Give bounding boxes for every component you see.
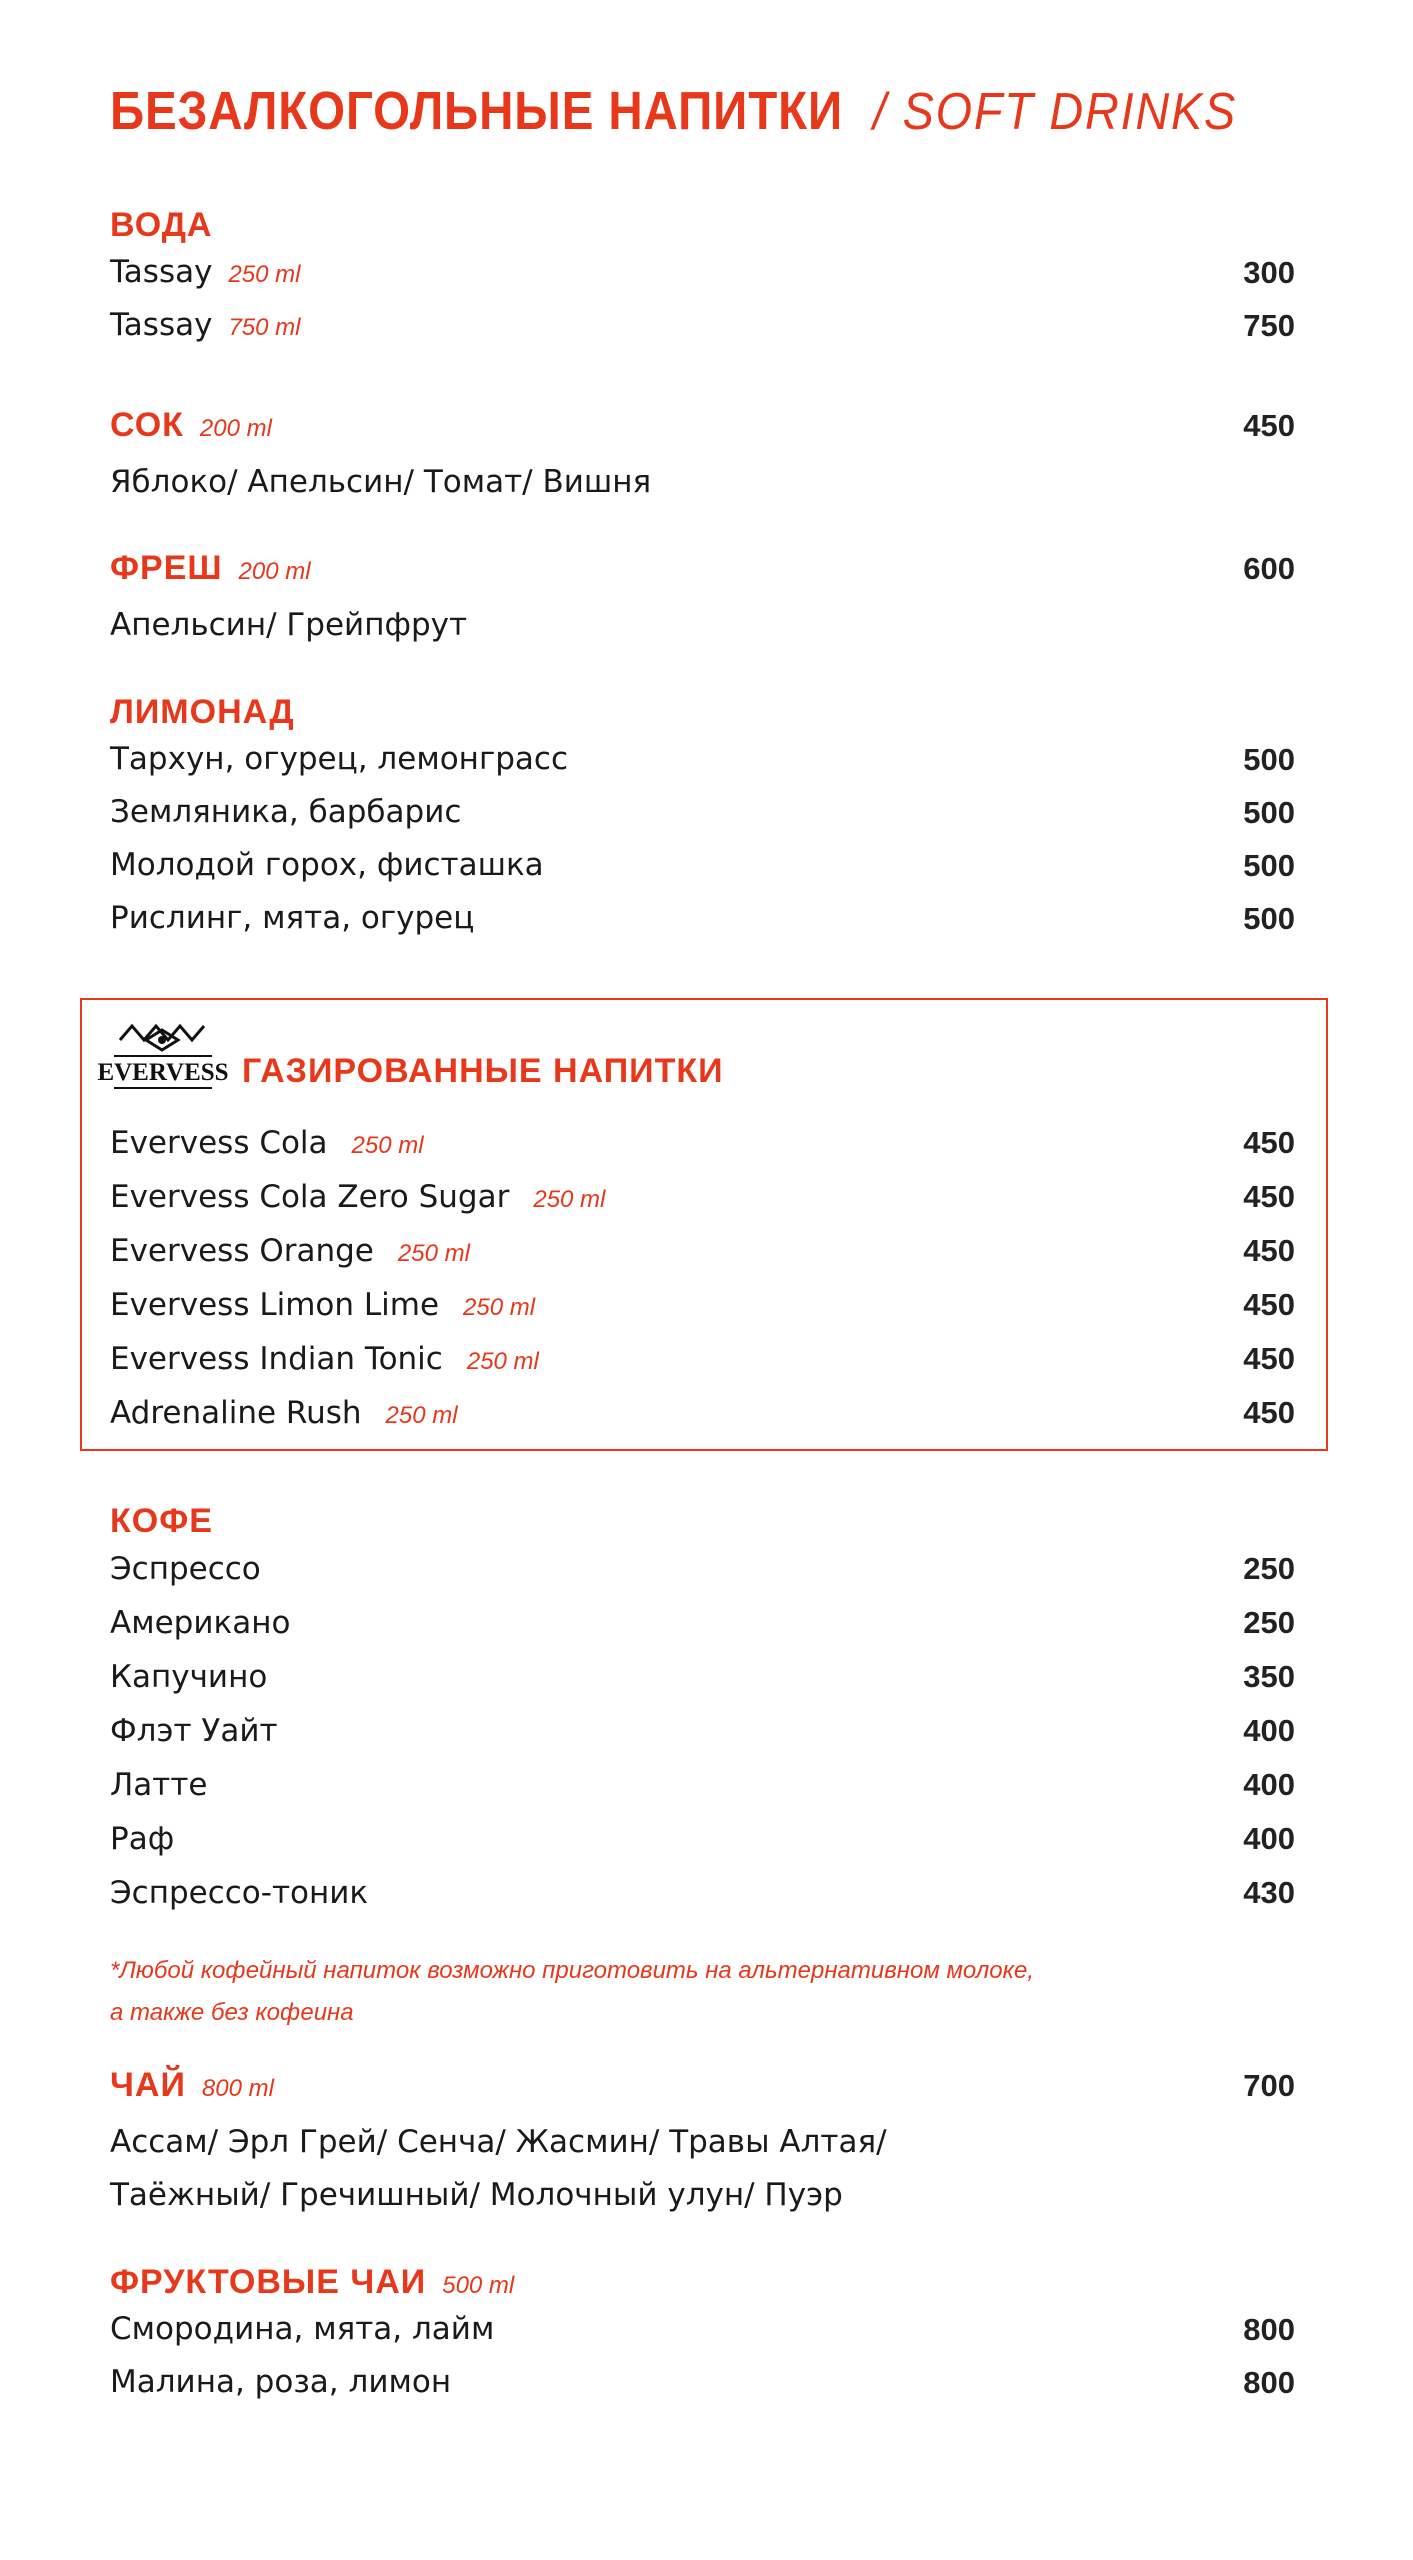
item-name: Adrenaline Rush <box>110 1395 362 1431</box>
menu-item <box>110 1650 1295 1704</box>
item-price: 500 <box>1243 795 1295 830</box>
item-volume: 250 ml <box>385 1402 458 1429</box>
item-name: Рислинг, мята, огурец <box>110 900 475 936</box>
coffee-note-line-1: *Любой кофейный напиток возможно приготовить на альтернативном молоке, <box>110 1957 1034 1984</box>
item-price: 430 <box>1243 1875 1295 1910</box>
menu-item <box>110 1224 1295 1278</box>
item-price: 250 <box>1243 1551 1295 1586</box>
item-name: Tassay <box>110 254 213 290</box>
menu-item <box>110 2356 1295 2409</box>
item-price: 500 <box>1243 901 1295 936</box>
menu-item <box>110 786 1295 839</box>
section-fruit-tea-volume: 500 ml <box>442 2272 515 2299</box>
menu-item <box>110 1758 1295 1812</box>
item-name: Эспрессо <box>110 1551 261 1587</box>
section-water-title: ВОДА <box>110 206 213 244</box>
juice-options: Яблоко/ Апельсин/ Томат/ Вишня <box>110 464 652 500</box>
section-coffee-title: КОФЕ <box>110 1502 213 1540</box>
coffee-note <box>110 1950 1034 2034</box>
item-name: Evervess Indian Tonic <box>110 1341 443 1377</box>
item-price: 500 <box>1243 742 1295 777</box>
menu-item <box>110 1386 1295 1440</box>
menu-item <box>110 1116 1295 1170</box>
coffee-note-line-2: а также без кофеина <box>110 1999 354 2026</box>
item-price: 450 <box>1243 1179 1295 1214</box>
item-price: 350 <box>1243 1659 1295 1694</box>
item-name: Земляника, барбарис <box>110 794 462 830</box>
item-volume: 250 ml <box>351 1132 424 1159</box>
item-name: Малина, роза, лимон <box>110 2364 452 2400</box>
item-price: 450 <box>1243 1125 1295 1160</box>
item-price: 400 <box>1243 1713 1295 1748</box>
menu-item <box>110 2303 1295 2356</box>
section-juice <box>110 406 1295 509</box>
menu-item <box>110 299 1295 352</box>
section-fresh-title: ФРЕШ <box>110 549 223 587</box>
section-fruit-tea-title: ФРУКТОВЫЕ ЧАИ <box>110 2263 427 2301</box>
section-soda <box>110 1116 1295 1440</box>
item-volume: 250 ml <box>228 261 301 288</box>
item-name: Evervess Limon Lime <box>110 1287 440 1323</box>
item-name: Evervess Orange <box>110 1233 374 1269</box>
section-water <box>110 206 1295 352</box>
item-volume: 250 ml <box>533 1186 606 1213</box>
evervess-logo-text: EVERVESS <box>97 1059 229 1086</box>
menu-item <box>110 1596 1295 1650</box>
menu-item <box>110 1866 1295 1920</box>
section-fruit-tea <box>110 2263 1295 2409</box>
menu-item <box>110 1812 1295 1866</box>
item-price: 400 <box>1243 1767 1295 1802</box>
fresh-options: Апельсин/ Грейпфрут <box>110 607 468 643</box>
section-fresh-volume: 200 ml <box>238 558 311 585</box>
item-price: 500 <box>1243 848 1295 883</box>
menu-item <box>110 733 1295 786</box>
item-volume: 250 ml <box>466 1348 539 1375</box>
menu-item <box>110 892 1295 945</box>
section-juice-volume: 200 ml <box>199 415 272 442</box>
section-lemonade <box>110 693 1295 945</box>
menu-item <box>110 246 1295 299</box>
item-price: 250 <box>1243 1605 1295 1640</box>
page-title-ru: БЕЗАЛКОГОЛЬНЫЕ НАПИТКИ <box>110 81 844 141</box>
item-price: 450 <box>1243 1341 1295 1376</box>
item-price: 800 <box>1243 2312 1295 2347</box>
item-volume: 250 ml <box>397 1240 470 1267</box>
item-volume: 250 ml <box>463 1294 536 1321</box>
evervess-logo <box>97 1020 229 1100</box>
item-name: Tassay <box>110 307 213 343</box>
item-price: 400 <box>1243 1821 1295 1856</box>
item-name: Молодой горох, фисташка <box>110 847 544 883</box>
item-name: Смородина, мята, лайм <box>110 2311 495 2347</box>
item-price: 450 <box>1243 1233 1295 1268</box>
section-soda-title: ГАЗИРОВАННЫЕ НАПИТКИ <box>242 1052 724 1090</box>
section-fresh <box>110 549 1295 652</box>
item-name: Тархун, огурец, лемонграсс <box>110 741 568 777</box>
item-price: 750 <box>1243 308 1295 343</box>
section-coffee <box>110 1502 1295 1920</box>
page-title-en: / SOFT DRINKS <box>872 83 1238 141</box>
section-fresh-price: 600 <box>1243 551 1295 586</box>
menu-item <box>110 1542 1295 1596</box>
item-name: Флэт Уайт <box>110 1713 278 1749</box>
section-juice-price: 450 <box>1243 408 1295 443</box>
item-name: Evervess Cola Zero Sugar <box>110 1179 510 1215</box>
menu-item <box>110 839 1295 892</box>
tea-options-line-1: Ассам/ Эрл Грей/ Сенча/ Жасмин/ Травы Алтая/ <box>110 2124 887 2160</box>
item-name: Капучино <box>110 1659 268 1695</box>
section-lemonade-title: ЛИМОНАД <box>110 693 295 731</box>
menu-item <box>110 1332 1295 1386</box>
page-title <box>110 80 1277 142</box>
item-price: 450 <box>1243 1395 1295 1430</box>
section-tea <box>110 2066 1295 2222</box>
menu-item <box>110 1278 1295 1332</box>
item-price: 800 <box>1243 2365 1295 2400</box>
item-volume: 750 ml <box>228 314 301 341</box>
item-name: Раф <box>110 1821 175 1857</box>
menu-item <box>110 1704 1295 1758</box>
item-name: Эспрессо-тоник <box>110 1875 369 1911</box>
section-juice-title: СОК <box>110 406 184 444</box>
section-tea-volume: 800 ml <box>201 2075 274 2102</box>
menu-item <box>110 1170 1295 1224</box>
section-tea-price: 700 <box>1243 2068 1295 2103</box>
item-price: 300 <box>1243 255 1295 290</box>
tea-options-line-2: Таёжный/ Гречишный/ Молочный улун/ Пуэр <box>110 2177 843 2213</box>
item-name: Evervess Cola <box>110 1125 328 1161</box>
item-name: Американо <box>110 1605 291 1641</box>
item-name: Латте <box>110 1767 208 1803</box>
section-tea-title: ЧАЙ <box>110 2066 186 2104</box>
item-price: 450 <box>1243 1287 1295 1322</box>
